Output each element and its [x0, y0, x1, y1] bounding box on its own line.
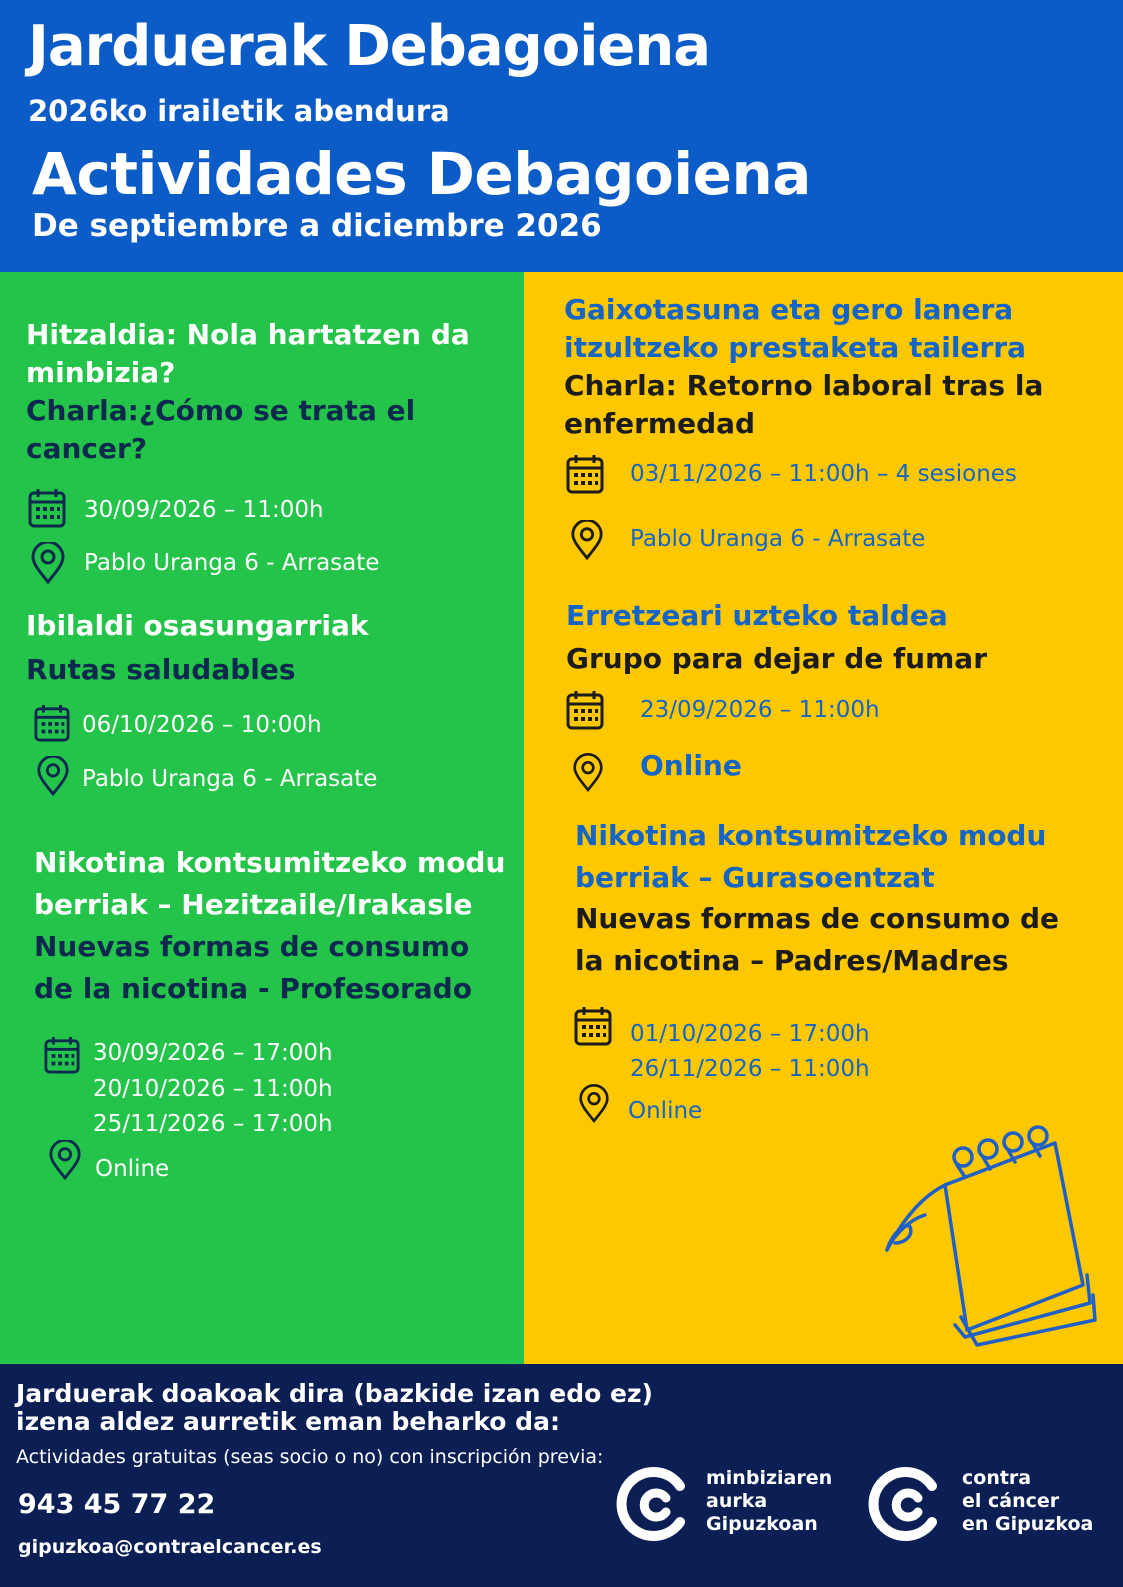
- logo-eu-line-3: Gipuzkoan: [706, 1513, 818, 1535]
- logo-es-line-2: el cáncer: [962, 1490, 1060, 1512]
- event3-date-3: 25/11/2026 – 17:00h: [93, 1111, 333, 1137]
- r-event1-title-spanish: Charla: Retorno laboral tras la enfermedad: [564, 369, 1044, 440]
- r-event1-location: Pablo Uranga 6 - Arrasate: [630, 526, 926, 552]
- r-event3-date-1: 01/10/2026 – 17:00h: [630, 1021, 870, 1047]
- r-event1-date: 03/11/2026 – 11:00h – 4 sesiones: [630, 461, 1017, 487]
- location-pin-icon: [36, 756, 70, 796]
- r-event2-title-basque: Erretzeari uzteko taldea: [566, 599, 948, 632]
- event2-location: Pablo Uranga 6 - Arrasate: [82, 766, 378, 792]
- location-pin-icon: [578, 1084, 610, 1124]
- calendar-icon: [28, 488, 66, 528]
- logo-eu-line-1: minbiziaren: [706, 1467, 833, 1489]
- subtitle-spanish: De septiembre a diciembre 2026: [32, 208, 602, 244]
- r-event3-date-2: 26/11/2026 – 11:00h: [630, 1056, 870, 1082]
- event3-location: Online: [95, 1156, 170, 1182]
- event3-date-1: 30/09/2026 – 17:00h: [93, 1040, 333, 1066]
- footer-free-basque: Jarduerak doakoak dira (bazkide izan edo ez) izena aldez aurretik eman beharko da:: [16, 1379, 653, 1436]
- logo-text-basque: [706, 1467, 832, 1536]
- subtitle-basque: 2026ko irailetik abendura: [28, 94, 450, 128]
- r-event2-date: 23/09/2026 – 11:00h: [640, 697, 880, 723]
- event1-location: Pablo Uranga 6 - Arrasate: [84, 550, 380, 576]
- r-event1-title-basque: Gaixotasuna eta gero lanera itzultzeko prestaketa tailerra: [564, 293, 1026, 364]
- calendar-icon: [566, 690, 604, 730]
- location-pin-icon: [570, 520, 604, 560]
- title-basque: Jarduerak Debagoiena: [28, 14, 711, 79]
- calendar-icon: [44, 1036, 80, 1074]
- brand-logo-icon: [866, 1464, 946, 1544]
- event1-title-spanish: Charla:¿Cómo se trata el cancer?: [26, 394, 416, 465]
- r-event3-title-spanish: Nuevas formas de consumo de la nicotina – Padres/Madres: [575, 902, 1059, 977]
- footer-free-spanish: Actividades gratuitas (seas socio o no) con inscripción previa:: [16, 1446, 604, 1468]
- event1-date: 30/09/2026 – 11:00h: [84, 497, 324, 523]
- r-event3-title-basque: Nikotina kontsumitzeko modu berriak – Gurasoentzat: [575, 819, 1047, 894]
- calendar-icon: [34, 704, 70, 742]
- logo-es-line-3: en Gipuzkoa: [962, 1513, 1094, 1535]
- event2-title-spanish: Rutas saludables: [26, 653, 296, 686]
- r-event3-location: Online: [628, 1098, 703, 1124]
- calendar-icon: [566, 454, 604, 494]
- footer-phone[interactable]: 943 45 77 22: [18, 1489, 216, 1520]
- location-pin-icon: [48, 1140, 82, 1180]
- location-pin-icon: [30, 542, 66, 584]
- r-event2-location: Online: [640, 749, 742, 782]
- event2-date: 06/10/2026 – 10:00h: [82, 712, 322, 738]
- logo-text-spanish: [962, 1467, 1093, 1536]
- logo-es-line-1: contra: [962, 1467, 1032, 1489]
- footer-email[interactable]: gipuzkoa@contraelcancer.es: [18, 1536, 322, 1558]
- calendar-icon: [574, 1006, 612, 1046]
- event3-date-2: 20/10/2026 – 11:00h: [93, 1076, 333, 1102]
- event2-title-basque: Ibilaldi osasungarriak: [26, 609, 369, 642]
- brand-logo-icon: [614, 1464, 694, 1544]
- header: [0, 0, 1123, 272]
- event3-title-basque: Nikotina kontsumitzeko modu berriak – Hezitzaile/Irakasle: [34, 846, 506, 921]
- notepad-illustration: [885, 1125, 1110, 1350]
- logo-eu-line-2: aurka: [706, 1490, 768, 1512]
- r-event2-title-spanish: Grupo para dejar de fumar: [566, 642, 987, 675]
- event3-title-spanish: Nuevas formas de consumo de la nicotina - Profesorado: [34, 930, 472, 1005]
- title-spanish: Actividades Debagoiena: [32, 140, 811, 208]
- location-pin-icon: [572, 753, 604, 793]
- footer: [0, 1364, 1123, 1587]
- event1-title-basque: Hitzaldia: Nola hartatzen da minbizia?: [26, 318, 470, 389]
